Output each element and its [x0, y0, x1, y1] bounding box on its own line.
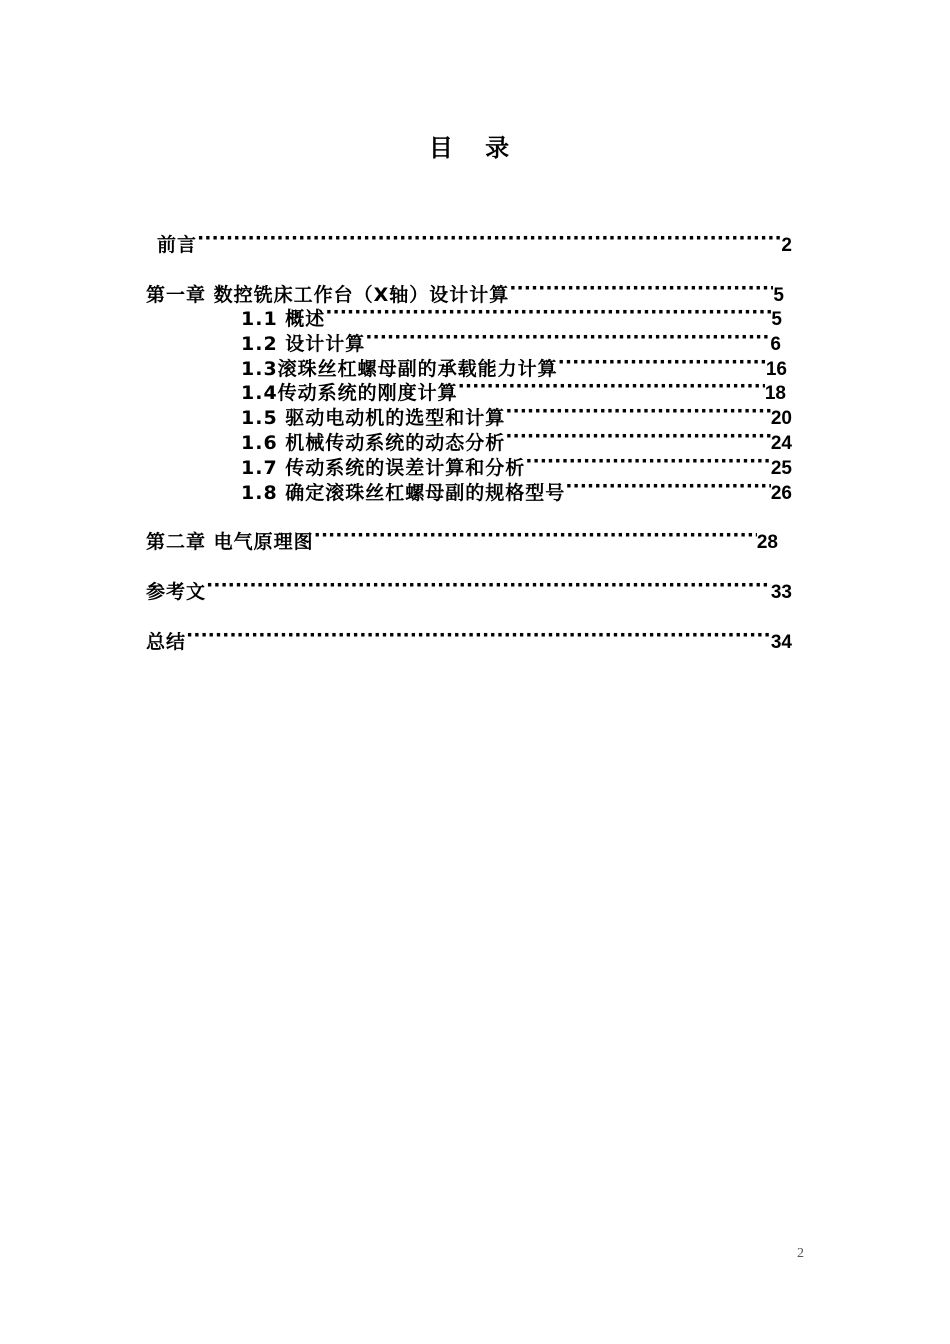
toc-entry-summary[interactable] [146, 622, 792, 656]
toc-page-number: 28 [756, 532, 778, 553]
toc-label: 总结 [146, 631, 187, 653]
toc-label: 1.2 设计计算 [241, 333, 366, 355]
toc-page-number: 34 [770, 632, 792, 653]
toc-leader-dots [365, 324, 770, 350]
toc-leader-dots [314, 522, 757, 548]
toc-leader-dots [458, 373, 765, 399]
toc-label: 第一章 数控铣床工作台（X轴）设计计算 [146, 284, 510, 306]
toc-leader-dots [565, 473, 771, 499]
toc-entry-preface[interactable] [157, 225, 792, 259]
toc-entry-references[interactable] [146, 572, 792, 606]
toc-page-number: 26 [770, 483, 792, 504]
toc-leader-dots [509, 275, 773, 301]
toc-entry-chapter-2[interactable] [146, 522, 778, 556]
toc-entry-section-1-8[interactable] [241, 473, 792, 507]
document-title: 目 录 [428, 134, 522, 162]
toc-page-number: 5 [773, 285, 784, 306]
toc-page-number: 5 [771, 309, 782, 330]
toc-label: 前言 [157, 234, 198, 256]
toc-label: 1.3滚珠丝杠螺母副的承载能力计算 [241, 358, 558, 380]
toc-label: 第二章 电气原理图 [146, 531, 314, 553]
toc-page-number: 18 [764, 383, 786, 404]
toc-label: 1.1 概述 [241, 308, 326, 330]
toc-leader-dots [206, 572, 771, 598]
toc-label: 参考文 [146, 581, 207, 603]
toc-page-number: 25 [770, 458, 792, 479]
toc-label: 1.5 驱动电动机的选型和计算 [241, 407, 506, 429]
toc-leader-dots [197, 225, 781, 251]
toc-label: 1.8 确定滚珠丝杠螺母副的规格型号 [241, 482, 566, 504]
toc-leader-dots [525, 448, 771, 474]
toc-label: 1.6 机械传动系统的动态分析 [241, 432, 506, 454]
toc-page-number: 6 [770, 334, 781, 355]
toc-page-number: 20 [770, 408, 792, 429]
toc-page-number: 16 [765, 359, 787, 380]
footer-page-number: 2 [797, 1246, 804, 1261]
toc-label: 1.4传动系统的刚度计算 [241, 382, 458, 404]
toc-leader-dots [505, 398, 771, 424]
toc-leader-dots [558, 349, 766, 375]
toc-leader-dots [505, 423, 771, 449]
toc-leader-dots [186, 622, 771, 648]
toc-page-number: 2 [781, 235, 792, 256]
toc-leader-dots [325, 299, 771, 325]
toc-page-number: 24 [770, 433, 792, 454]
toc-label: 1.7 传动系统的误差计算和分析 [241, 457, 526, 479]
toc-page-number: 33 [770, 582, 792, 603]
